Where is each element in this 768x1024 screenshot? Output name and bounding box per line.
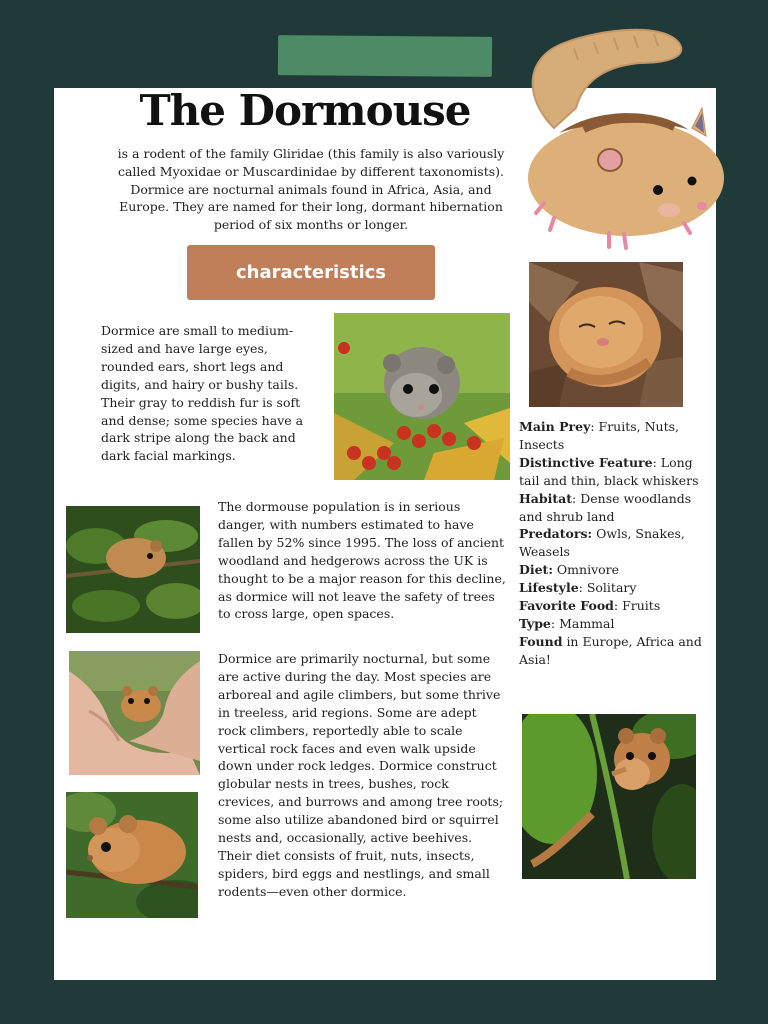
page-title: The Dormouse: [139, 86, 471, 135]
dormouse-in-hands-photo: [69, 651, 200, 775]
behavior-paragraph: Dormice are primarily nocturnal, but some are active during the day. Most species are arboreal and agile climbers, but some thrive in treeless, arid regions. Some are adept rock climbers, reportedly able to scale vertical rock faces and even walk upside down under rock ledges. Dormice construct globular nests in trees, bushes, rock crevices, and burrows and among tree roots; some also utilize abandoned bird or squirrel nests and, occasionally, active beehives. Their diet consists of fruit, nuts, insects, spiders, bird eggs and nestlings, and small rodents—even other dormice.: [218, 651, 504, 899]
sleeping-dormouse-photo: [529, 262, 683, 407]
characteristics-banner: [187, 245, 435, 300]
population-paragraph: The dormouse population is in serious danger, with numbers estimated to have fallen by 52% since 1995. The loss of ancient woodland and hedgerows across the UK is thought to be a major reason for this decline, as dormice will not leave the safety of trees to cross large, open spaces.: [218, 499, 506, 622]
fact-distinctive-feature: Distinctive Feature: Long tail and thin, black whiskers: [519, 454, 699, 488]
dormouse-on-stem-photo: [522, 714, 696, 879]
characteristics-label: characteristics: [235, 262, 387, 283]
fact-diet: Diet: Omnivore: [519, 562, 620, 578]
fact-lifestyle: Lifestyle: Solitary: [519, 580, 637, 596]
fact-type: Type: Mammal: [519, 615, 615, 631]
decorative-tape: [278, 35, 492, 77]
fact-main-prey: Main Prey: Fruits, Nuts, Insects: [519, 419, 679, 452]
fact-habitat: Habitat: Dense woodlands and shrub land: [519, 490, 692, 524]
intro-paragraph: is a rodent of the family Gliridae (this family is also variously called Myoxidae or Muscardinidae by different taxonomists). Dormice are nocturnal animals found in Africa, Asia, and Europe. They are named for their long, dormant hibernation period of six months or longer.: [117, 146, 505, 233]
dormouse-on-rowan-berries-photo: [334, 313, 510, 480]
fact-found: Found in Europe, Africa and Asia!: [519, 633, 702, 667]
dormouse-on-twig-photo: [66, 792, 198, 918]
fact-predators: Predators: Owls, Snakes, Weasels: [519, 526, 685, 560]
cartoon-dormouse-illustration: [514, 18, 728, 258]
appearance-paragraph: Dormice are small to medium-sized and have large eyes, rounded ears, short legs and digits, and hairy or bushy tails. Their gray to reddish fur is soft and dense; some species have a dark stripe along the back and dark facial markings.: [101, 323, 304, 464]
dormouse-in-leaves-photo: [66, 506, 200, 633]
facts-list: [519, 418, 709, 669]
fact-favorite-food: Favorite Food: Fruits: [519, 598, 661, 614]
